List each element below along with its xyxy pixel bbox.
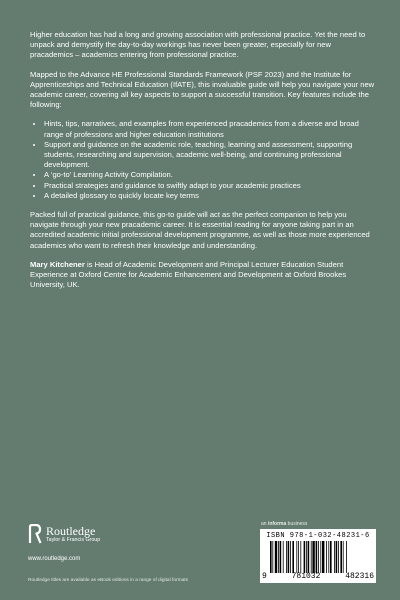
barcode-left-digits: 781032 [291, 572, 321, 581]
publisher-name: Routledge [46, 523, 96, 538]
publisher-website: www.routledge.com [28, 556, 81, 562]
author-paragraph [30, 260, 376, 291]
list-item: • Support and guidance on the academic role, teaching, learning and assessment, supporting students, researching and supervision, academic well-being, and continuing professional development. [44, 140, 376, 171]
back-cover-blurb [30, 30, 376, 299]
barcode-bars [270, 541, 366, 573]
isbn-text: ISBN 978-1-032-48231-6 [266, 532, 370, 540]
publisher-logo [28, 524, 100, 544]
informa-label: an informa business [261, 521, 308, 527]
list-item: • Practical strategies and guidance to swiftly adapt to your academic practices [44, 181, 376, 191]
informa-brand: informa [267, 521, 287, 527]
mapping-paragraph: Mapped to the Advance HE Professional Standards Framework (PSF 2023) and the Institute for Apprenticeships and Technical Education (IfATE), this invaluable guide will help you navigate your new academic career, covering all key aspects to support a successful transition. Key features include the following: [30, 69, 375, 110]
list-item: • A detailed glossary to quickly locate key terms [44, 191, 376, 201]
list-item: • A ‘go-to’ Learning Activity Compilation. [44, 170, 376, 180]
summary-paragraph: Packed full of practical guidance, this go-to guide will act as the perfect companion to help you navigate through your new pracademic career. It is essential reading for anyone taking part in an accredited academic initial professional development programme, as well as those more experienced academics who want to refresh their knowledge and understanding. [30, 210, 370, 250]
barcode-digits [262, 572, 374, 581]
publisher-subtitle: Taylor & Francis Group [46, 536, 101, 543]
author-name: Mary Kitchener [30, 259, 85, 269]
ebook-note: Routledge titles are available as eBook editions in a range of digital formats [28, 578, 188, 583]
barcode-right-digits: 482316 [345, 572, 374, 581]
author-bio: is Head of Academic Development and Principal Lecturer Education Student Experience at Oxford Centre for Academic Enhancement and Development at Oxford Brookes University, UK. [30, 259, 347, 290]
key-features-list [30, 119, 376, 201]
list-item: • Hints, tips, narratives, and examples from experienced pracademics from a diverse and broad range of professions and higher education institutions [44, 119, 376, 139]
isbn-barcode [260, 529, 376, 583]
intro-paragraph: Higher education has had a long and growing association with professional practice. Yet the need to unpack and demystify the day-to-day workings has never been greater, especially for new pracademics – academics entering from professional practice. [30, 30, 366, 60]
routledge-logo-icon [28, 524, 42, 544]
barcode-first-digit: 9 [262, 572, 267, 581]
